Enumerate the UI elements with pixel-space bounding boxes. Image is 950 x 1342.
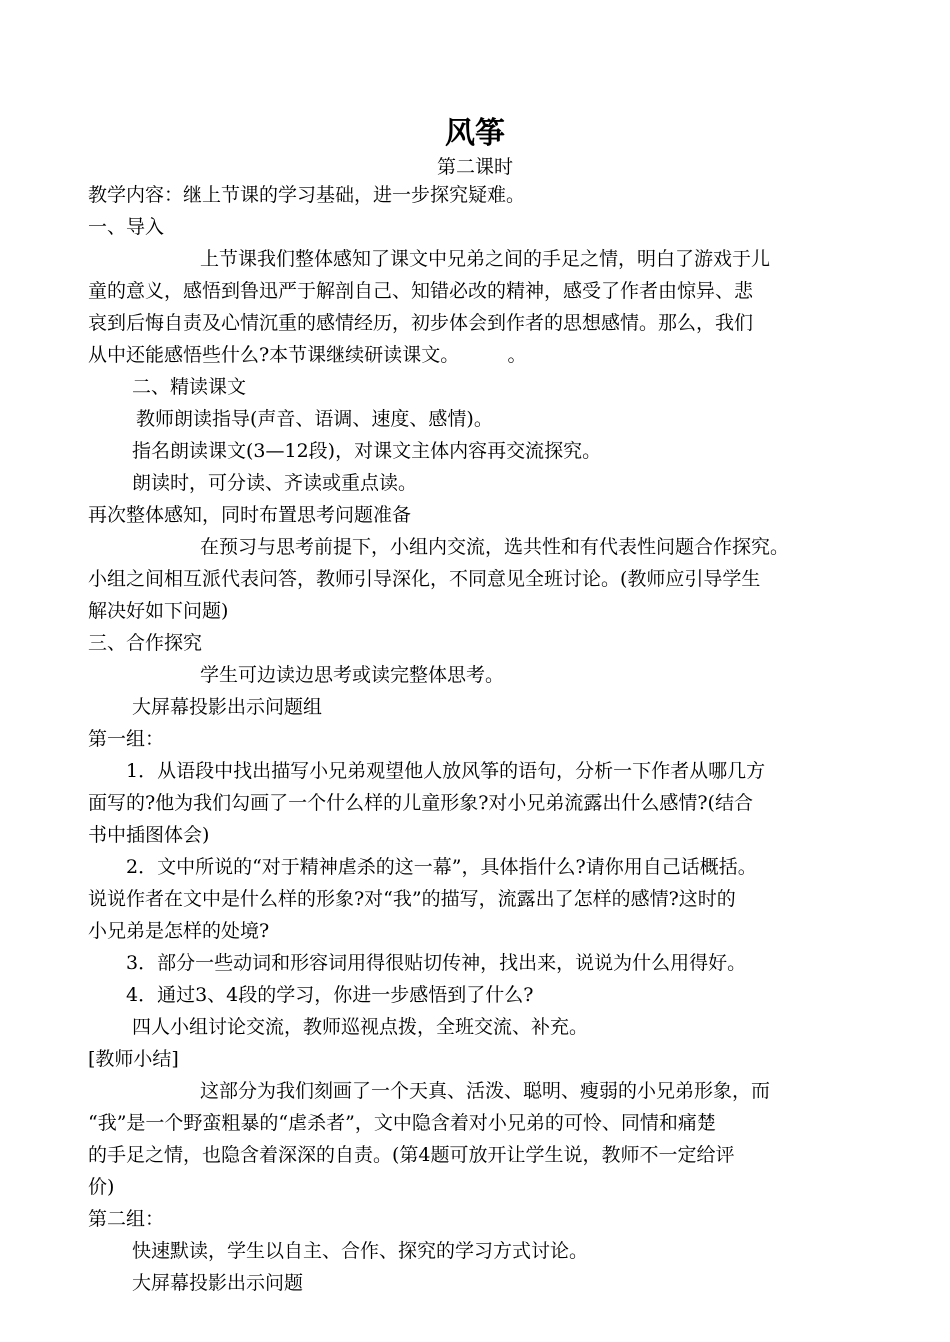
paragraph-line: 解决好如下问题): [88, 600, 229, 622]
paragraph-line: 再次整体感知，同时布置思考问题准备: [88, 504, 412, 526]
question-line: 3．部分一些动词和形容词用得很贴切传神，找出来，说说为什么用得好。: [126, 952, 747, 974]
paragraph-line: 指名朗读课文(3—12段)，对课文主体内容再交流探究。: [132, 440, 602, 462]
document-title: 风筝: [445, 116, 505, 151]
paragraph-line: 的手足之情，也隐含着深深的自责。(第4题可放开让学生说，教师不一定给评: [88, 1144, 735, 1166]
summary-heading: [教师小结]: [88, 1048, 179, 1070]
paragraph-line: 童的意义，感悟到鲁迅严于解剖自己、知错必改的精神，感受了作者由惊异、悲: [88, 280, 754, 302]
paragraph-line: 教学内容：继上节课的学习基础，进一步探究疑难。: [88, 184, 526, 206]
paragraph-line: 哀到后悔自责及心情沉重的感情经历，初步体会到作者的思想感情。那么，我们: [88, 312, 754, 334]
paragraph-line: 上节课我们整体感知了课文中兄弟之间的手足之情，明白了游戏于儿: [200, 248, 771, 270]
question-line: 2．文中所说的“对于精神虐杀的这一幕”，具体指什么?请你用自己话概括。: [126, 856, 757, 878]
section-heading: 二、精读课文: [132, 376, 247, 398]
question-line: 说说作者在文中是什么样的形象?对“我”的描写，流露出了怎样的感情?这时的: [88, 888, 736, 910]
paragraph-line: 学生可边读边思考或读完整体思考。: [200, 664, 505, 686]
paragraph-line: 在预习与思考前提下，小组内交流，选共性和有代表性问题合作探究。: [200, 536, 790, 558]
group-heading: 第二组：: [88, 1208, 165, 1230]
paragraph-line: 从中还能感悟些什么?本节课继续研读课文。 。: [88, 344, 527, 366]
group-heading: 第一组：: [88, 728, 165, 750]
section-heading: 三、合作探究: [88, 632, 203, 654]
paragraph-line: 快速默读，学生以自主、合作、探究的学习方式讨论。: [132, 1240, 589, 1262]
question-line: 小兄弟是怎样的处境?: [88, 920, 270, 942]
question-line: 书中插图体会): [88, 824, 210, 846]
paragraph-line: 大屏幕投影出示问题组: [132, 696, 323, 718]
paragraph-line: 这部分为我们刻画了一个天真、活泼、聪明、瘦弱的小兄弟形象，而: [200, 1080, 771, 1102]
paragraph-line: 价): [88, 1176, 115, 1198]
document-subtitle: 第二课时: [436, 156, 513, 178]
paragraph-line: 小组之间相互派代表问答，教师引导深化，不同意见全班讨论。(教师应引导学生: [88, 568, 761, 590]
question-line: 1．从语段中找出描写小兄弟观望他人放风筝的语句，分析一下作者从哪几方: [126, 760, 766, 782]
paragraph-line: 教师朗读指导(声音、语调、速度、感情)。: [136, 408, 493, 430]
section-heading: 一、导入: [88, 216, 165, 238]
paragraph-line: “我”是一个野蛮粗暴的“虐杀者”，文中隐含着对小兄弟的可怜、同情和痛楚: [88, 1112, 716, 1134]
paragraph-line: 四人小组讨论交流，教师巡视点拨，全班交流、补充。: [132, 1016, 589, 1038]
question-line: 面写的?他为我们勾画了一个什么样的儿童形象?对小兄弟流露出什么感情?(结合: [88, 792, 753, 814]
paragraph-line: 朗读时，可分读、齐读或重点读。: [132, 472, 418, 494]
question-line: 4．通过3、4段的学习，你进一步感悟到了什么?: [126, 984, 534, 1006]
paragraph-line: 大屏幕投影出示问题: [132, 1272, 304, 1294]
